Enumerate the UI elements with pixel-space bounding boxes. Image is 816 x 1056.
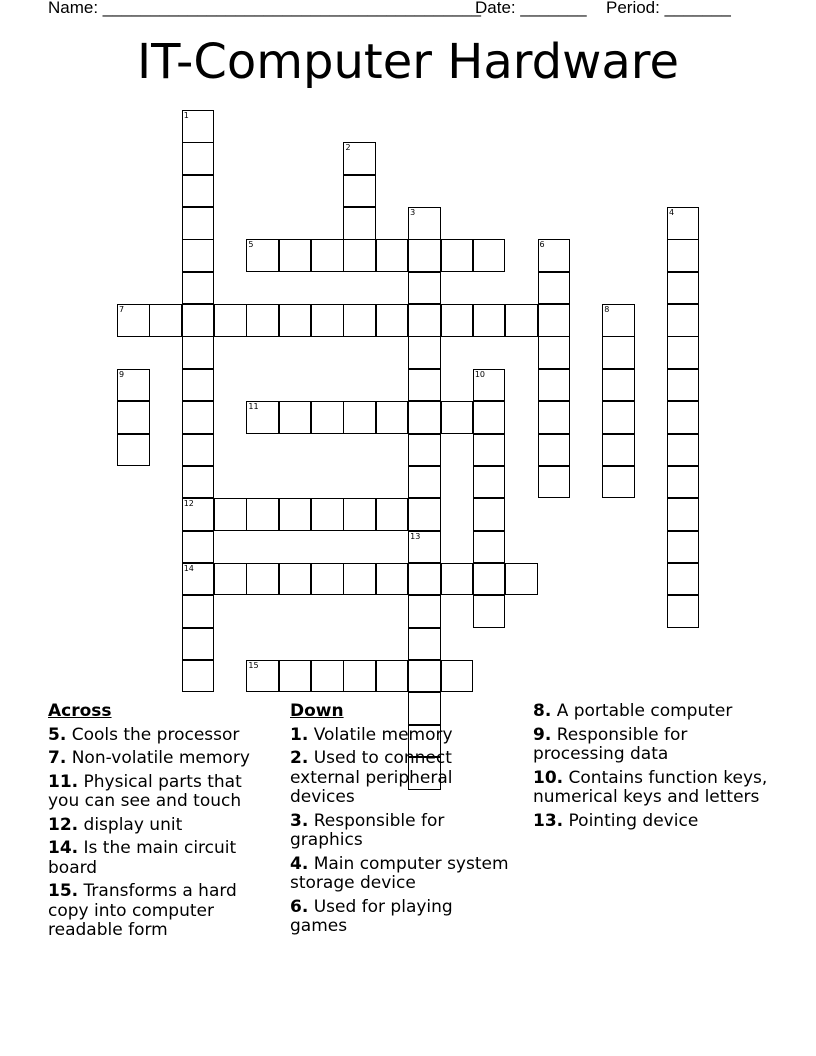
crossword-cell[interactable] [376,239,409,272]
crossword-cell[interactable] [667,563,700,596]
crossword-cell[interactable] [214,304,247,337]
crossword-cell[interactable] [408,531,441,564]
clue-item-number: 3. [290,810,309,831]
crossword-cell[interactable] [343,175,376,208]
crossword-cell[interactable] [182,595,215,628]
crossword-cell[interactable] [182,498,215,531]
clue-item-text: Main computer system storage device [290,853,509,893]
page-title: IT-Computer Hardware [136,34,679,90]
crossword-cell[interactable] [376,401,409,434]
crossword-cell[interactable] [473,595,506,628]
clue-item [290,726,515,746]
crossword-cell[interactable] [602,369,635,402]
clue-item-text: Is the main circuit board [48,838,237,878]
crossword-cell[interactable] [279,401,312,434]
crossword-cell[interactable] [182,369,215,402]
period-field: Period: _______ [606,0,731,17]
clue-number: 8 [604,305,610,315]
clue-item-number: 4. [290,853,309,874]
crossword-cell[interactable] [343,401,376,434]
crossword-cell[interactable] [311,401,344,434]
crossword-cell[interactable] [182,304,215,337]
crossword-cell[interactable] [246,401,279,434]
crossword-cell[interactable] [538,336,571,369]
crossword-cell[interactable] [343,304,376,337]
crossword-cell[interactable] [667,498,700,531]
clue-item-number: 14. [48,838,79,858]
clue-number: 7 [119,305,125,315]
crossword-cell[interactable] [441,660,474,693]
clue-item [48,839,273,878]
crossword-cell[interactable] [473,369,506,402]
clue-item-text: Volatile memory [313,724,453,745]
crossword-cell[interactable] [473,434,506,467]
crossword-cell[interactable] [473,531,506,564]
clue-item [533,812,773,832]
crossword-cell[interactable] [505,563,538,596]
crossword-cell[interactable] [667,595,700,628]
crossword-cell[interactable] [408,595,441,628]
crossword-cell[interactable] [117,434,150,467]
crossword-cell[interactable] [602,304,635,337]
crossword-cell[interactable] [667,336,700,369]
crossword-cell[interactable] [408,272,441,305]
crossword-cell[interactable] [441,304,474,337]
crossword-cell[interactable] [279,304,312,337]
crossword-cell[interactable] [182,628,215,661]
clue-item-text: Physical parts that you can see and touch [48,771,242,811]
crossword-cell[interactable] [441,401,474,434]
clues-down-continued-column [533,702,773,835]
crossword-cell[interactable] [667,207,700,240]
crossword-cell[interactable] [473,563,506,596]
crossword-cell[interactable] [667,466,700,499]
clue-item-text: Transforms a hard copy into computer readable form [48,881,237,940]
clue-item-number: 9. [533,724,552,745]
clue-item [48,816,273,836]
clue-item [533,769,773,808]
crossword-cell[interactable] [246,304,279,337]
clues-across-column [48,702,273,945]
crossword-cell[interactable] [246,498,279,531]
crossword-cell[interactable] [182,401,215,434]
clue-item-number: 8. [533,701,552,721]
crossword-cell[interactable] [602,401,635,434]
crossword-cell[interactable] [182,175,215,208]
clues-down-column [290,702,515,941]
clue-item [290,898,515,937]
crossword-cell[interactable] [182,660,215,693]
clue-item-number: 15. [48,881,79,901]
clue-item-text: Cools the processor [71,724,240,745]
crossword-cell[interactable] [441,239,474,272]
clue-item [533,726,773,765]
crossword-cell[interactable] [473,498,506,531]
down-clue-list [290,726,515,937]
clue-item [290,749,515,808]
crossword-cell[interactable] [667,272,700,305]
crossword-cell[interactable] [602,336,635,369]
crossword-cell[interactable] [408,563,441,596]
crossword-cell[interactable] [538,239,571,272]
crossword-cell[interactable] [473,239,506,272]
clue-item-number: 7. [48,748,67,768]
clue-item-text: Contains function keys, numerical keys and letters [533,767,768,807]
clue-item-text: Responsible for graphics [290,810,445,850]
crossword-cell[interactable] [376,563,409,596]
crossword-cell[interactable] [538,272,571,305]
crossword-cell[interactable] [343,207,376,240]
crossword-cell[interactable] [311,563,344,596]
clue-number: 11 [248,402,259,412]
clue-item [48,749,273,769]
crossword-cell[interactable] [376,660,409,693]
crossword-cell[interactable] [311,304,344,337]
crossword-cell[interactable] [182,207,215,240]
crossword-cell[interactable] [602,466,635,499]
clue-item [48,882,273,941]
crossword-cell[interactable] [182,466,215,499]
clue-item-number: 11. [48,771,79,792]
date-field: Date: _______ [475,0,587,17]
clue-item-text: Non-volatile memory [71,748,250,768]
crossword-cell[interactable] [538,434,571,467]
crossword-cell[interactable] [538,401,571,434]
crossword-cell[interactable] [246,563,279,596]
crossword-cell[interactable] [667,531,700,564]
crossword-cell[interactable] [343,239,376,272]
crossword-cell[interactable] [667,304,700,337]
name-field: Name: ________________________________________ [48,0,481,17]
crossword-cell[interactable] [246,660,279,693]
crossword-cell[interactable] [117,401,150,434]
crossword-cell[interactable] [182,142,215,175]
crossword-cell[interactable] [343,142,376,175]
clue-number: 6 [539,240,545,250]
clue-item-number: 5. [48,724,67,745]
crossword-cell[interactable] [473,466,506,499]
crossword-cell[interactable] [473,304,506,337]
crossword-cell[interactable] [376,498,409,531]
crossword-cell[interactable] [505,304,538,337]
clue-item-text: Used to connect external peripheral devices [290,748,453,807]
crossword-cell[interactable] [279,498,312,531]
clue-number: 5 [248,240,254,250]
down-clue-list-continued [533,702,773,831]
clue-item-text: Used for playing games [290,896,453,936]
crossword-cell[interactable] [408,466,441,499]
clue-number: 2 [345,143,351,153]
crossword-cell[interactable] [602,434,635,467]
crossword-cell[interactable] [376,304,409,337]
crossword-cell[interactable] [182,239,215,272]
clue-item [48,773,273,812]
crossword-cell[interactable] [408,304,441,337]
clue-item [290,855,515,894]
crossword-cell[interactable] [473,401,506,434]
crossword-cell[interactable] [311,498,344,531]
crossword-cell[interactable] [311,660,344,693]
clue-item-text: Pointing device [568,810,699,831]
clue-item-text: A portable computer [556,701,733,721]
clue-number: 14 [183,563,194,573]
clue-item-number: 13. [533,810,564,831]
crossword-cell[interactable] [408,628,441,661]
clue-number: 10 [474,369,486,379]
clue-item-text: Responsible for processing data [533,724,688,764]
clue-number: 3 [410,208,416,218]
crossword-cell[interactable] [311,239,344,272]
crossword-cell[interactable] [117,304,150,337]
crossword-cell[interactable] [667,239,700,272]
crossword-cell[interactable] [408,434,441,467]
crossword-cell[interactable] [408,239,441,272]
crossword-cell[interactable] [408,660,441,693]
clue-item [48,726,273,746]
crossword-cell[interactable] [279,239,312,272]
clue-item-text: display unit [83,814,183,835]
clue-item-number: 6. [290,896,309,917]
crossword-cell[interactable] [182,110,215,143]
crossword-cell[interactable] [667,369,700,402]
crossword-cell[interactable] [149,304,182,337]
crossword-cell[interactable] [279,660,312,693]
crossword-cell[interactable] [408,336,441,369]
down-heading: Down [290,701,344,721]
crossword-cell[interactable] [182,336,215,369]
crossword-cell[interactable] [538,304,571,337]
crossword-cell[interactable] [538,369,571,402]
clue-item-number: 10. [533,767,564,788]
clue-number: 9 [119,369,125,379]
clue-item-number: 12. [48,814,79,835]
clue-item [533,702,773,722]
crossword-cell[interactable] [214,563,247,596]
crossword-cell[interactable] [408,207,441,240]
crossword-cell[interactable] [214,498,247,531]
crossword-cell[interactable] [117,369,150,402]
clue-number: 4 [668,208,675,218]
clue-number: 1 [183,111,189,120]
crossword-cell[interactable] [182,434,215,467]
clue-number: 15 [248,660,259,670]
crossword-cell[interactable] [279,563,312,596]
crossword-cell[interactable] [182,563,215,596]
crossword-cell[interactable] [246,239,279,272]
crossword-cell[interactable] [667,434,700,467]
across-heading: Across [48,701,112,721]
crossword-cell[interactable] [408,369,441,402]
clue-item-number: 2. [290,748,309,768]
crossword-cell[interactable] [182,531,215,564]
crossword-cell[interactable] [343,563,376,596]
crossword-cell[interactable] [408,401,441,434]
clue-number: 12 [183,499,194,509]
crossword-cell[interactable] [343,660,376,693]
clue-number: 13 [410,531,421,541]
crossword-cell[interactable] [182,272,215,305]
crossword-cell[interactable] [408,498,441,531]
clue-item-number: 1. [290,724,309,745]
crossword-cell[interactable] [667,401,700,434]
crossword-cell[interactable] [343,498,376,531]
across-clue-list [48,726,273,941]
clue-item [290,812,515,851]
crossword-cell[interactable] [441,563,474,596]
crossword-cell[interactable] [538,466,571,499]
